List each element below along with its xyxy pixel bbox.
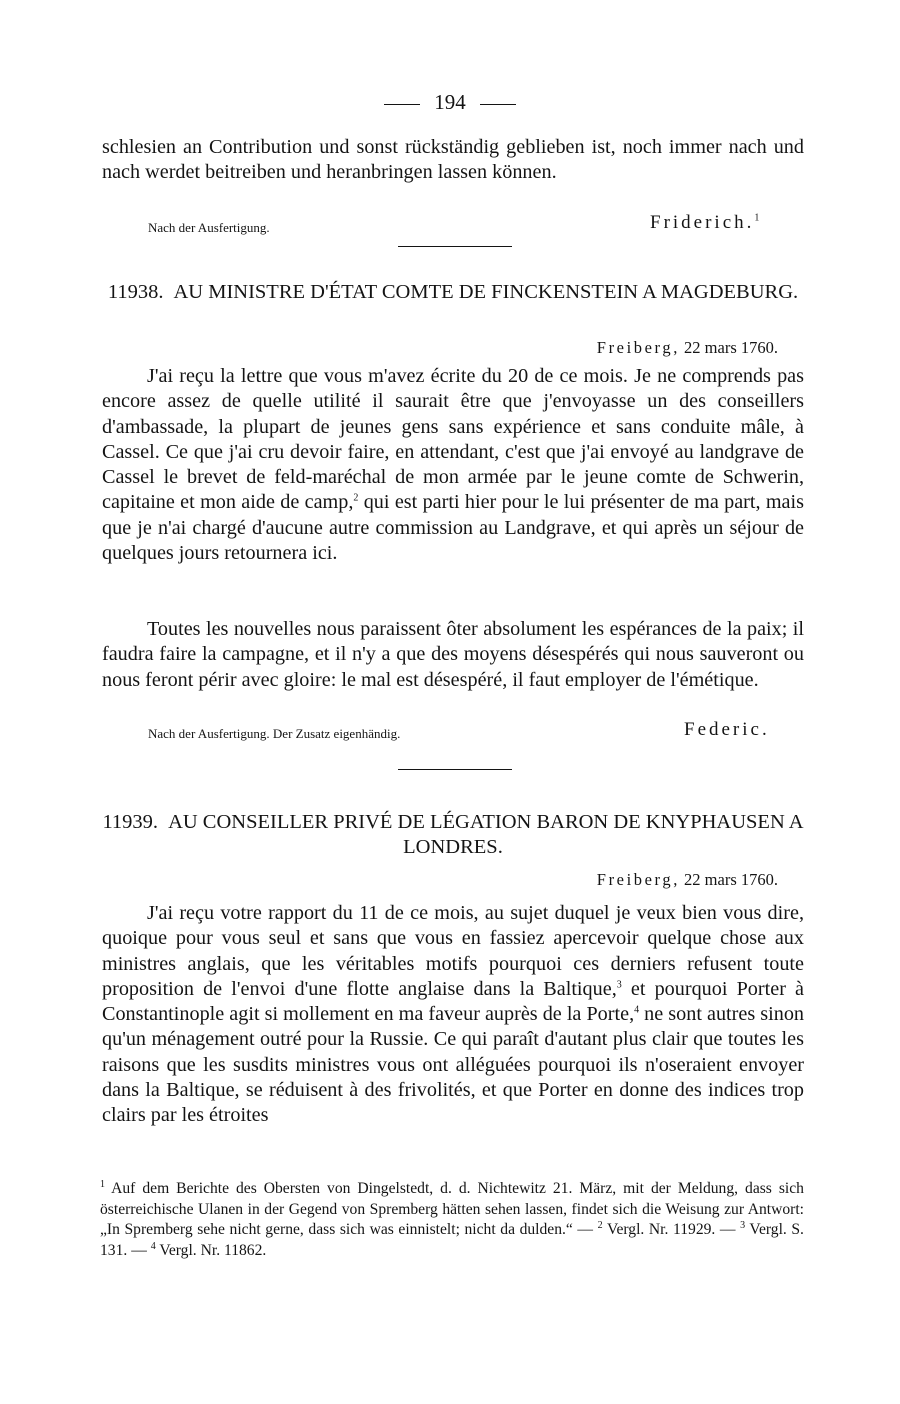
footnote-mark: 1 — [100, 1178, 105, 1190]
page-header — [0, 88, 900, 116]
continuation-paragraph: schlesien an Contribution und sonst rückständig geblieben ist, noch immer nach und nach werdet beitreiben und heranbringen lassen können. — [102, 136, 804, 184]
section-divider — [398, 246, 512, 247]
header-dash-left — [384, 104, 420, 105]
letter-heading-11939 — [102, 810, 804, 860]
letter-paragraph — [102, 364, 804, 566]
source-note-letter-11938: Nach der Ausfertigung. Der Zusatz eigenhändig. — [148, 726, 401, 741]
paragraph-text: ne sont autres sinon qu'un ménagement outré pour la Russie. Ce qui paraît d'autant plus clair que toutes les raisons que les susdits ministres vous ont alléguées pourquoi ils n'oseraient envoyer dans la Baltique, se réduisent à des frivolités, et que Porter en donne des indices trop clairs par les étroites — [102, 1003, 805, 1127]
signature-letter-11938: Federic. — [684, 719, 770, 740]
paragraph-text: J'ai reçu la lettre que vous m'avez écrite du 20 de ce mois. Je ne comprends pas encore assez de quelle utilité il saurait être que j'envoyasse un des conseillers d'ambassade, la plupart de jeunes gens sans expérience et sans conduite mâle, à Cassel. Ce que j'ai cru devoir faire, en attendant, c'est que j'ai envoyé au landgrave de Cassel le brevet de feld-maréchal de mon armée par le jeune comte de Schwerin, capitaine et mon aide de camp, — [102, 365, 804, 514]
dateline-place: Freiberg, — [596, 338, 680, 357]
letter-title: AU MINISTRE D'ÉTAT COMTE DE FINCKENSTEIN A MAGDEBURG. — [173, 281, 799, 303]
paragraph-text: et pourquoi Porter à Constantinople agit si mollement en ma faveur auprès de la Porte, — [102, 977, 804, 1026]
dateline-11939 — [597, 870, 778, 890]
footnote-mark: 2 — [597, 1219, 603, 1231]
source-note-letter-0: Nach der Ausfertigung. — [148, 220, 270, 235]
page-number: 194 — [434, 90, 466, 114]
letter-title: AU CONSEILLER PRIVÉ DE LÉGATION BARON DE KNYPHAUSEN A LONDRES. — [168, 811, 804, 858]
letter-paragraph: Toutes les nouvelles nous paraissent ôter absolument les espérances de la paix; il faudra faire la campagne, et il n'y a que des moyens désespérés qui nous sauveront ou nous feront périr avec gloire: le mal est désespéré, il faut employer de l'émétique. — [102, 618, 804, 691]
footnote-mark: 4 — [150, 1240, 156, 1252]
header-dash-right — [480, 104, 516, 105]
footnote-text: Vergl. Nr. 11929. — — [606, 1221, 736, 1238]
footnotes — [100, 1179, 804, 1261]
dateline-date: 22 mars 1760. — [684, 338, 778, 357]
signature-text: Friderich. — [650, 212, 755, 233]
letter-number: 11938. — [107, 281, 164, 303]
dateline-date: 22 mars 1760. — [684, 870, 778, 889]
dateline-place: Freiberg, — [596, 870, 680, 889]
signature-letter-0 — [650, 211, 762, 235]
section-divider — [398, 769, 512, 770]
letter-heading-11938 — [102, 280, 804, 305]
footnote-ref-3: 3 — [616, 979, 622, 991]
footnote-text: Vergl. Nr. 11862. — [159, 1241, 267, 1259]
letter-paragraph — [102, 901, 804, 1129]
footnote-ref-2: 2 — [353, 492, 359, 504]
footnote-ref-4: 4 — [634, 1004, 640, 1016]
dateline-11938 — [597, 338, 778, 358]
letter-number: 11939. — [102, 811, 159, 833]
paragraph-text: J'ai reçu votre rapport du 11 de ce mois, au sujet duquel je veux bien vous dire, quoique pour vous seul et sans que vous en fassiez apercevoir quelque chose aux ministres anglais, que les véritables motifs pourquoi ces derniers refusent toute proposition de l'envoi d'une flotte anglaise dans la Baltique, — [102, 902, 804, 1000]
footnote-ref-1: 1 — [754, 212, 763, 224]
paragraph-text: qui est parti hier pour le lui présenter de ma part, mais que je n'ai chargé d'aucune autre commission au Landgrave, et qui après un séjour de quelques jours retournera ici. — [102, 491, 804, 565]
footnote-text: Auf dem Berichte des Obersten von Dingelstedt, d. d. Nichtewitz 21. März, mit der Meldung, dass sich österreichische Ulanen in der Gegend von Spremberg hätten sehen lassen, findet sich die Weisung zur Antwort: „In Spremberg sehe nicht gerne, dass sich was einnistelt; nicht da dulden.“ — — [100, 1180, 804, 1238]
footnote-mark: 3 — [740, 1219, 746, 1231]
footnote-text: Vergl. S. 131. — — [100, 1221, 804, 1259]
